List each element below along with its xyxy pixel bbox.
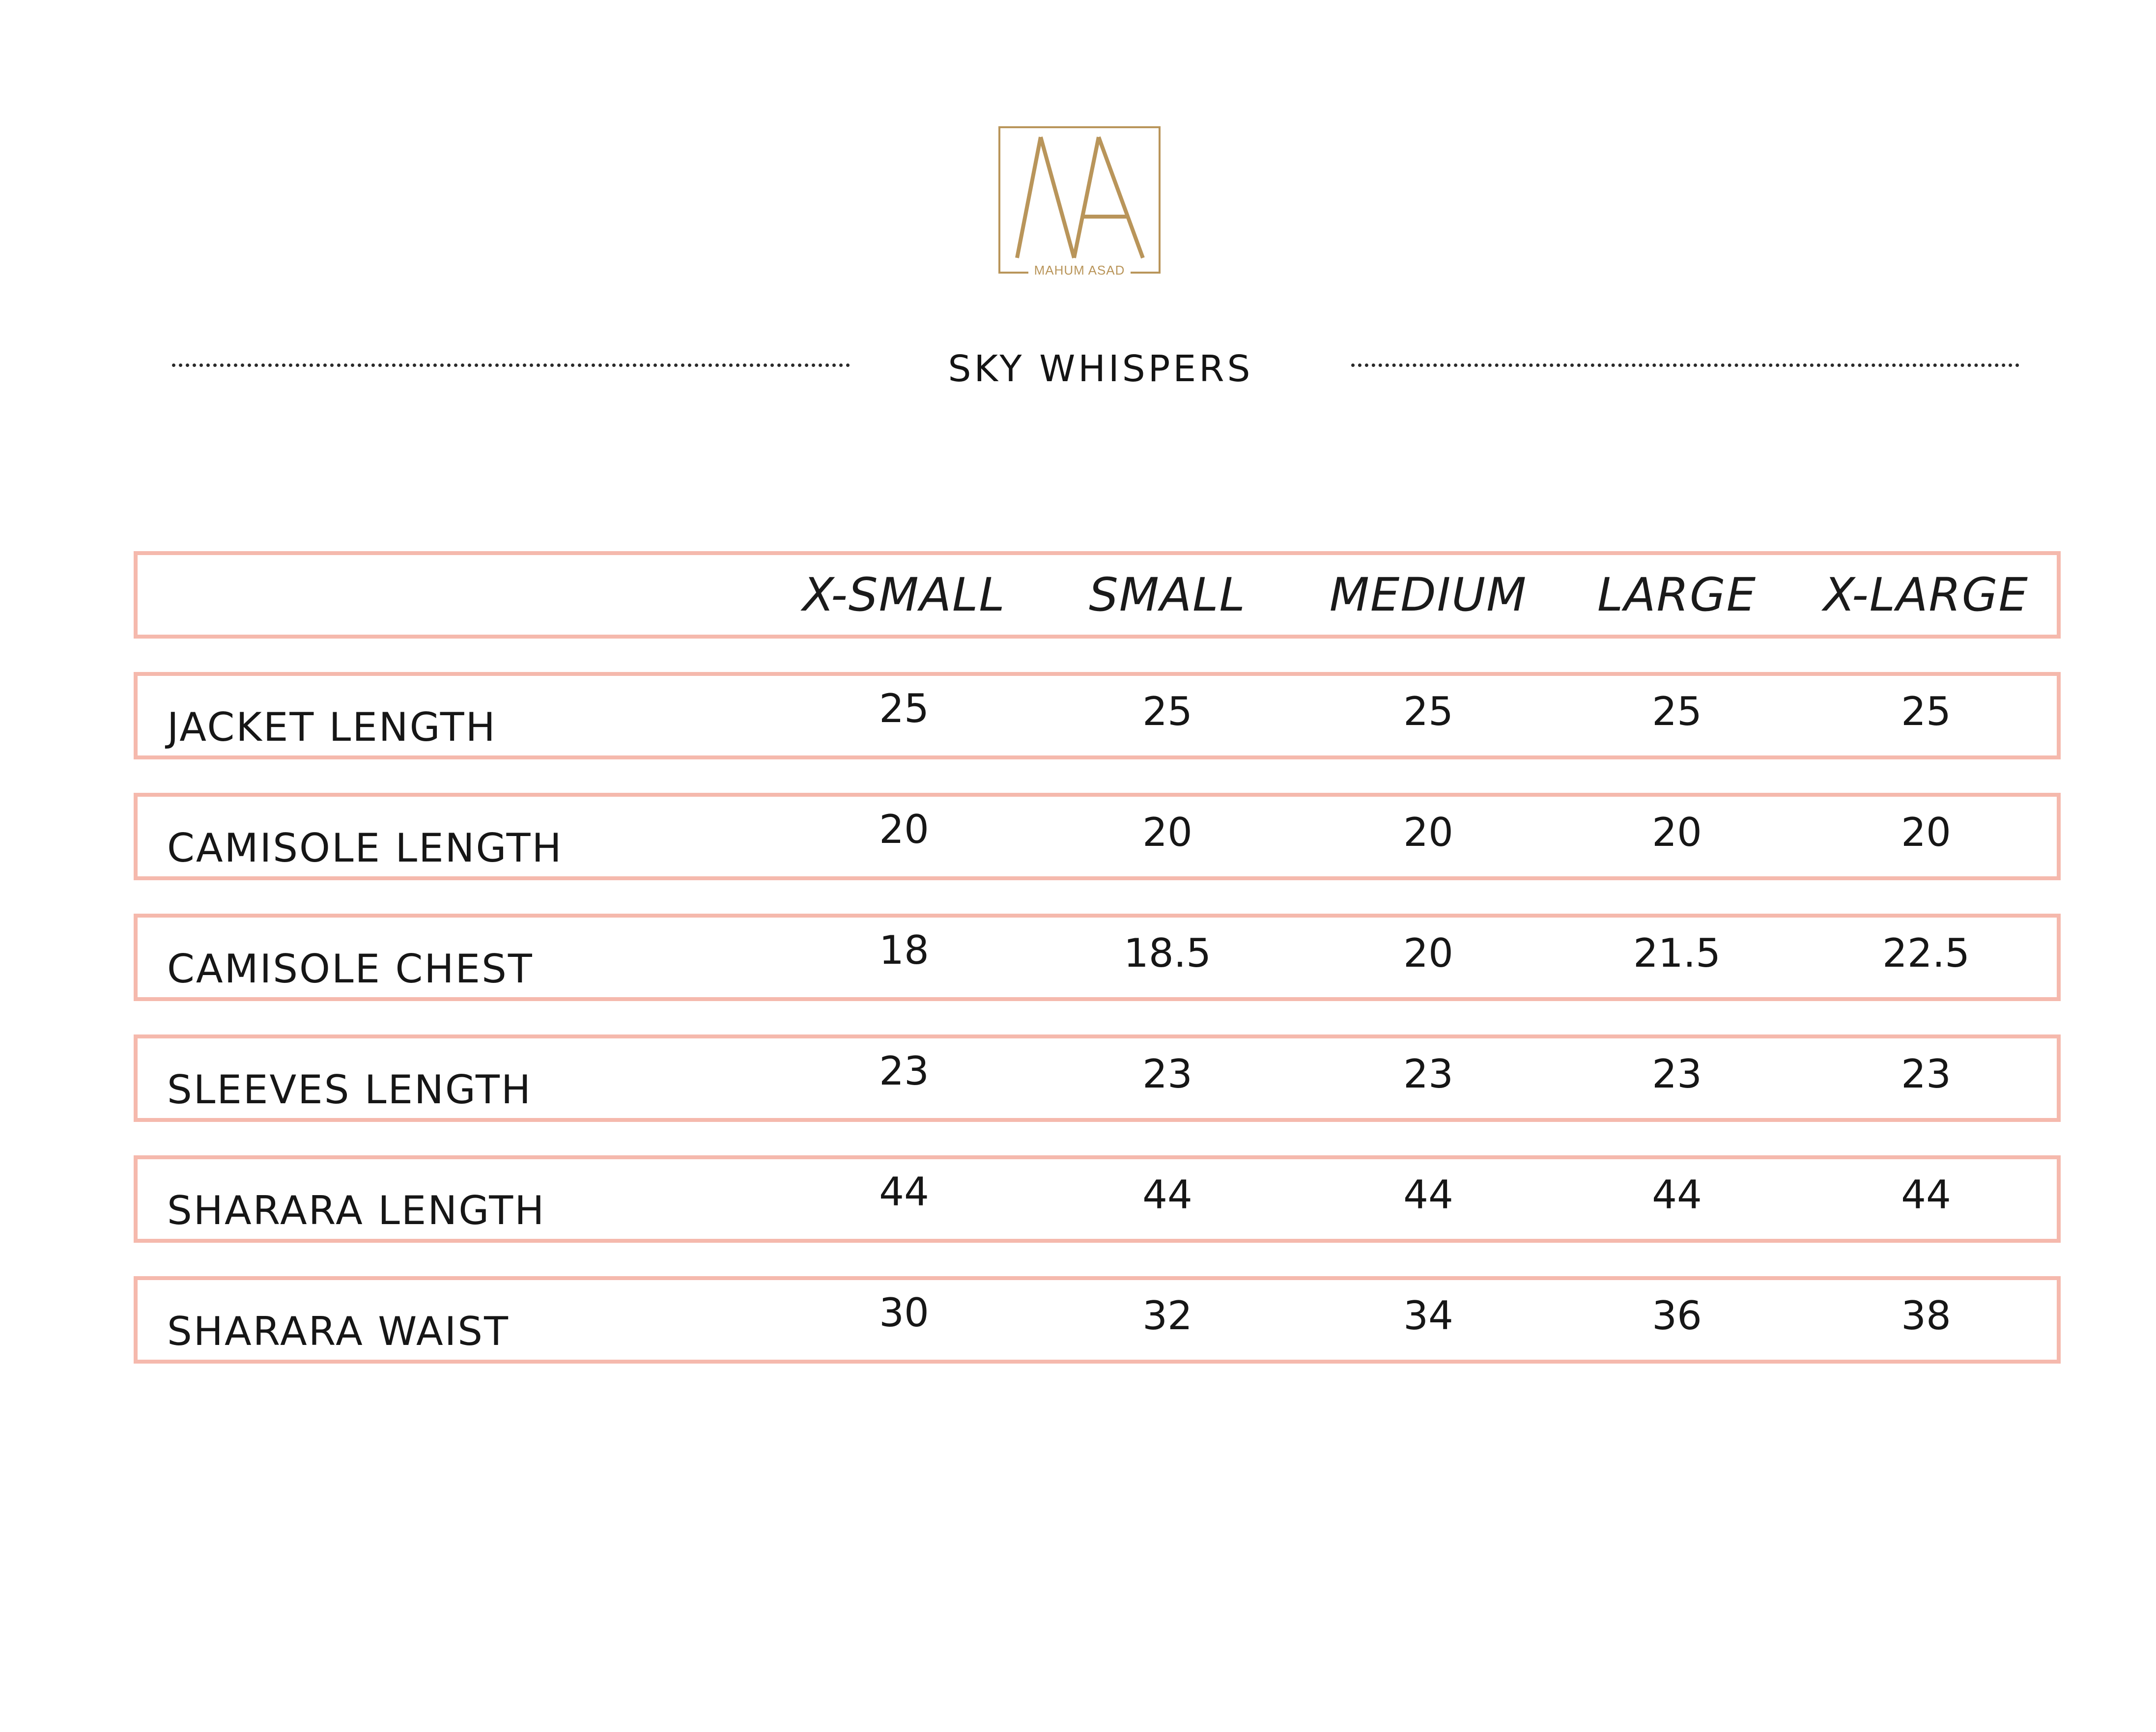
measurement-row-sleeves-length <box>134 1034 2061 1122</box>
measurement-value: 25 <box>879 686 929 731</box>
measurement-value: 23 <box>1652 1051 1702 1097</box>
size-header-medium: MEDIUM <box>1329 568 1528 622</box>
measurement-value: 20 <box>1403 930 1453 976</box>
measurement-value: 44 <box>1901 1172 1951 1218</box>
brand-logo <box>998 126 1161 278</box>
measurement-value: 23 <box>1901 1051 1951 1097</box>
size-chart-table <box>134 551 2061 1364</box>
measurement-value: 44 <box>1142 1172 1192 1218</box>
measurement-label: JACKET LENGTH <box>167 704 497 750</box>
measurement-label: SHARARA WAIST <box>167 1309 510 1354</box>
measurement-value: 18.5 <box>1123 930 1212 976</box>
measurement-value: 25 <box>1901 689 1951 734</box>
measurement-value: 44 <box>1652 1172 1702 1218</box>
measurement-value: 25 <box>1403 689 1453 734</box>
measurement-value: 44 <box>879 1169 929 1215</box>
size-header-xlarge: X-LARGE <box>1823 568 2029 622</box>
measurement-value: 38 <box>1901 1293 1951 1339</box>
measurement-value: 34 <box>1403 1293 1453 1339</box>
dotted-divider-left <box>172 363 850 367</box>
measurement-value: 23 <box>1403 1051 1453 1097</box>
measurement-row-sharara-length <box>134 1155 2061 1243</box>
measurement-value: 23 <box>879 1048 929 1094</box>
measurement-value: 20 <box>1901 810 1951 855</box>
measurement-row-sharara-waist <box>134 1276 2061 1364</box>
measurement-value: 18 <box>879 927 929 973</box>
size-header-row <box>134 551 2061 639</box>
measurement-value: 20 <box>1652 810 1702 855</box>
brand-name: MAHUM ASAD <box>1028 264 1131 277</box>
measurement-value: 21.5 <box>1633 930 1721 976</box>
measurement-row-camisole-chest <box>134 914 2061 1001</box>
measurement-value: 23 <box>1142 1051 1192 1097</box>
measurement-value: 25 <box>1142 689 1192 734</box>
measurement-value: 32 <box>1142 1293 1192 1339</box>
size-header-xsmall: X-SMALL <box>802 568 1006 622</box>
measurement-value: 20 <box>1142 810 1192 855</box>
monogram-ma-icon <box>1000 128 1159 272</box>
measurement-label: SLEEVES LENGTH <box>167 1067 533 1113</box>
dotted-divider-right <box>1351 363 2019 367</box>
measurement-value: 20 <box>879 807 929 852</box>
measurement-value: 30 <box>879 1290 929 1336</box>
measurement-value: 44 <box>1403 1172 1453 1218</box>
measurement-row-camisole-length <box>134 793 2061 880</box>
size-header-large: LARGE <box>1597 568 1757 622</box>
measurement-value: 20 <box>1403 810 1453 855</box>
measurement-value: 22.5 <box>1882 930 1970 976</box>
measurement-label: SHARARA LENGTH <box>167 1188 546 1233</box>
measurement-label: CAMISOLE LENGTH <box>167 825 563 871</box>
size-header-small: SMALL <box>1089 568 1246 622</box>
measurement-label: CAMISOLE CHEST <box>167 946 534 992</box>
collection-header <box>172 339 2019 393</box>
measurement-row-jacket-length <box>134 672 2061 759</box>
measurement-value: 36 <box>1652 1293 1702 1339</box>
collection-title: SKY WHISPERS <box>948 348 1253 390</box>
measurement-value: 25 <box>1652 689 1702 734</box>
